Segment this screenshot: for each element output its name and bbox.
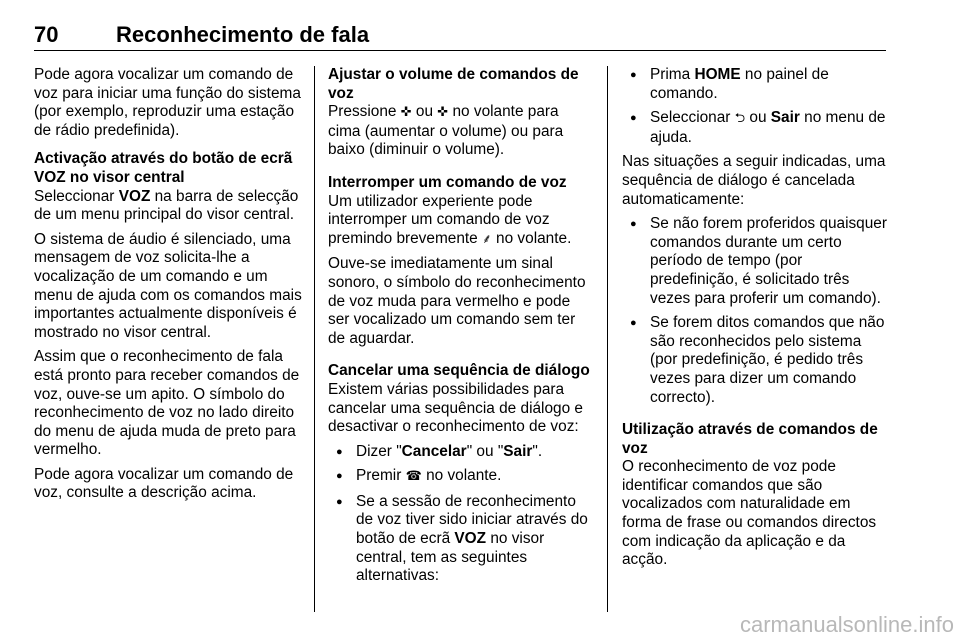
section-heading-cancel: Cancelar uma sequência de diálogo (328, 362, 590, 380)
list-item: ● Se forem ditos comandos que não são reconhecidos pelo sistema (por predefinição, é pedido três vezes para dizer um comando correcto). (622, 314, 888, 407)
paragraph (328, 193, 590, 250)
bold-text: Cancelar (401, 442, 467, 460)
text: no volante para cima (aumentar o volume) ou para baixo (diminuir o volume). (328, 103, 564, 159)
volume-down-icon: ✜ (437, 105, 449, 121)
list-item: ● Se não forem proferidos quaisquer comandos durante um certo período de tempo (por predefinição, é solicitado três vezes para proferir um comando). (622, 215, 888, 308)
text: Se a sessão de reconhecimento de voz tiver sido iniciar através do botão de ecrã (356, 492, 588, 548)
section-heading-interrupt: Interromper um comando de voz (328, 173, 567, 191)
page-title: Reconhecimento de fala (116, 22, 370, 47)
list-item (328, 467, 590, 487)
text: Premir (356, 467, 406, 485)
bold-text: VOZ (454, 530, 487, 548)
paragraph: O sistema de áudio é silenciado, uma mensagem de voz solicita-lhe a vocalização de um comando e um menu de ajuda com os comandos mais importantes actualmente disponíveis é mostrado no visor central. (34, 230, 302, 341)
bold-text: Sair (503, 442, 533, 460)
paragraph (328, 103, 590, 160)
paragraph: O reconhecimento de voz pode identificar comandos que são vocalizados com naturalidade em forma de frase ou comandos directos com indicação da aplicação e da acção. (622, 458, 877, 569)
watermark: carmanualsonline.info (739, 612, 954, 637)
section-heading-volume: Ajustar o volume de comandos de voz (328, 66, 579, 102)
paragraph: Pode agora vocalizar um comando de voz, consulte a descrição acima. (34, 465, 294, 502)
paragraph: Ouve-se imediatamente um sinal sonoro, o símbolo do reconhecimento de voz muda para vermelho e pode ser vocalizado um comando sem ter de aguardar. (328, 255, 586, 347)
page-header (34, 22, 886, 50)
list-item (622, 66, 888, 103)
end-call-icon: ☎ (405, 469, 422, 485)
list-item (328, 443, 590, 462)
text: no menu de ajuda. (650, 109, 886, 146)
text: Seleccionar (34, 187, 119, 205)
bold-text: HOME (694, 66, 741, 83)
text: ". (532, 442, 543, 460)
column-divider-2 (607, 66, 608, 612)
text: " ou " (466, 442, 504, 460)
section-heading-activation: Activação através do botão de ecrã VOZ no visor central (34, 150, 293, 186)
text: na barra de selecção de um menu principal do visor central. (34, 187, 299, 224)
list-item (328, 493, 590, 586)
text: Dizer " (356, 442, 402, 460)
text: Seleccionar (650, 109, 735, 127)
text: Um utilizador experiente pode interromper um comando de voz premindo brevemente (328, 192, 550, 247)
paragraph: Assim que o reconhecimento de fala está pronto para receber comandos de voz, ouve-se um apito. O símbolo do reconhecimento de voz no lado direito do menu de ajuda muda de preto para vermelho. (34, 348, 300, 459)
text: ou (745, 109, 771, 127)
text: no visor central, tem as seguintes alternativas: (356, 530, 545, 585)
paragraph: Pode agora vocalizar um comando de voz para iniciar uma função do sistema (por exemplo, reproduzir uma estação de rádio predefinida). (34, 66, 301, 139)
volume-up-icon: ✜ (400, 105, 412, 121)
voice-icon: ⸙ (482, 231, 492, 247)
section-heading-usage: Utilização através de comandos de voz (622, 421, 878, 457)
text: no volante. (491, 229, 572, 247)
bullet-list (622, 66, 888, 147)
page-number: 70 (34, 22, 59, 47)
text: ou (411, 103, 438, 121)
paragraph (34, 188, 306, 225)
paragraph: Nas situações a seguir indicadas, uma sequência de diálogo é cancelada automaticamente: (622, 153, 886, 208)
text: Prima (650, 66, 695, 83)
column-1 (34, 66, 306, 509)
paragraph: Existem várias possibilidades para cancelar uma sequência de diálogo e desactivar o reconhecimento de voz: (328, 380, 583, 436)
back-icon: ⮌ (734, 111, 746, 127)
text: no painel de comando. (650, 66, 829, 102)
text: no volante. (421, 467, 502, 485)
bold-text: VOZ (118, 187, 151, 205)
bullet-list (622, 215, 888, 407)
text: Pressione (328, 103, 401, 121)
column-divider-1 (314, 66, 315, 612)
bold-text: Sair (770, 109, 800, 127)
header-rule (34, 50, 886, 51)
list-item (622, 109, 888, 147)
column-2 (328, 66, 590, 592)
column-3 (622, 66, 888, 576)
bullet-list (328, 443, 590, 586)
